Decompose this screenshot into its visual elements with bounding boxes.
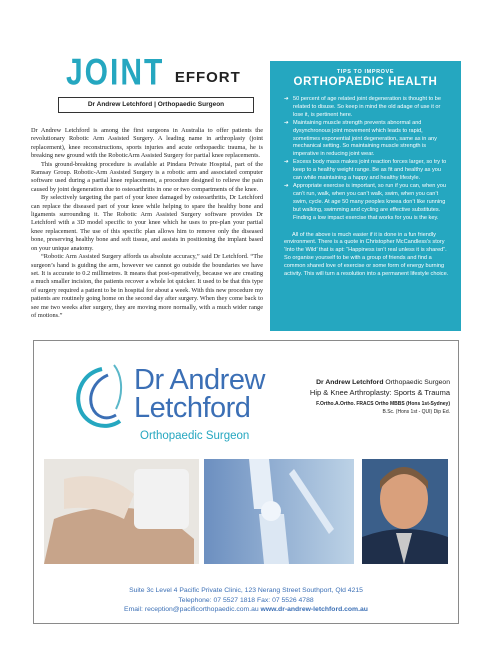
tips-list-item xyxy=(284,120,451,160)
tips-title: ORTHOPAEDIC HEALTH xyxy=(293,76,438,88)
ad-email[interactable]: Email: reception@pacificorthopaedic.com.au xyxy=(124,606,259,613)
article-headline xyxy=(66,51,241,93)
doctor-qualifications-1: F.Ortho.A.Ortho. FRACS Ortho MBBS (Hons 1st-Sydney) xyxy=(316,401,450,407)
headline-effort: EFFORT xyxy=(174,69,241,86)
doctor-name: Dr Andrew Letchford xyxy=(316,379,384,386)
ad-contact-block xyxy=(34,586,458,615)
tips-item-text: 50 percent of age related joint degeneration is thought to be related to disuse. So keep in mind the old adage of use it or lose it, is pertinent here. xyxy=(293,96,442,118)
tips-sidebar xyxy=(270,61,461,331)
arrow-right-icon: ➔ xyxy=(284,96,289,102)
tips-item-text: Appropriate exercise is important, so run if you can, when you can’t run, walk, when you can’t walk, swim, when you can’t swim, cycle. At age 50 many peoples kneea don’t like running but walking, swimming and cycling are effective substitutes. Finding a low impact exercise that works for you is the key. xyxy=(293,182,446,221)
article-paragraph: Dr Andrew Letchford is among the first surgeons in Australia to offer patients the revolutionary Robotic Arm Assisted Surgery. A leading name in arthroplasty (joint replacement), knee reconstructions, sports injuries and acute orthopaedic trauma, he is breaking new ground with the RoboticArm Assisted Surgery for partial knee replacements. xyxy=(31,127,263,160)
arrow-right-icon: ➔ xyxy=(284,119,289,126)
arrow-right-icon: ➔ xyxy=(284,159,289,166)
tips-closing: All of the above is much easier if it is done in a fun friendly environment. There is a quote in Christopher McCandless’s story ‘Into the Wild’ that is apt: “Happiness isn’t real unless it is shared”. So organise yourself to be with a group of friends and find a common shared love of exercise or some form of energy burning activity. This will turn a resolution into a permanent lifestyle choice. xyxy=(284,231,449,278)
headline-joint: JOINT xyxy=(66,51,165,93)
article-paragraph: “Robotic Arm Assisted Surgery affords us absolute accuracy,” said Dr Letchford. “The surgeon’s hand is guiding the arm, however we cannot go outside the boundaries we have set. It is accurate to 0.2 millimetres. It means that post-operatively, because we are creating a much smaller incision, the patients recover a whole lot quicker. It used to be that this type of surgery required a patient to be in hospital for about a week. With this new procedure my patients are routinely going home on the second day after surgery. When they come back to see me two weeks after surgery, they are moving more normally, with a much wider range of motions.” xyxy=(31,253,263,319)
knee-exam-photo xyxy=(44,459,199,564)
ad-website-link[interactable]: www.dr-andrew-letchford.com.au xyxy=(260,606,368,613)
ad-photo-collage xyxy=(44,459,448,564)
tips-list-item xyxy=(284,183,451,223)
brand-tagline: Orthopaedic Surgeon xyxy=(140,430,250,442)
brand-logo xyxy=(62,357,265,442)
tips-list-item xyxy=(284,96,451,120)
tips-kicker: TIPS TO IMPROVE xyxy=(336,69,395,75)
ad-credentials xyxy=(260,379,450,415)
doctor-qualifications-2: B.Sc. (Hons 1st - QUI) Dip Ed. xyxy=(382,409,450,415)
byline: Dr Andrew Letchford | Orthopaedic Surgeon xyxy=(58,97,254,113)
tips-item-text: Excess body mass makes joint reaction forces larger, so try to keep to a healthy weight range. Be as fit and healthy as you can while maintaining a happy and healthy lifestyle. xyxy=(293,159,447,182)
ad-address: Suite 3c Level 4 Pacific Private Clinic, 123 Nerang Street Southport, Qld 4215 xyxy=(129,587,363,594)
xray-image xyxy=(204,459,354,564)
tips-list-item xyxy=(284,159,451,183)
article-paragraph: This ground-breaking procedure is available at Pindara Private Hospital, part of the Ramsay Group. Robotic-Arm Assisted Surgery is a robotic arm and associated computer software used during a partial knee replacement, a procedure designed to relieve the pain caused by joint degeneration due to osteoarthritis in one or two compartments of the knee. xyxy=(31,160,263,193)
arrow-right-icon: ➔ xyxy=(284,182,289,189)
article-body xyxy=(31,127,263,320)
brand-name-line2: Letchford xyxy=(134,392,251,424)
doctor-portrait xyxy=(362,459,448,564)
advertisement xyxy=(33,340,459,624)
tips-list xyxy=(284,96,451,223)
doctor-specialty: Hip & Knee Arthroplasty: Sports & Trauma xyxy=(309,388,450,397)
article-paragraph: By selectively targeting the part of your knee damaged by osteoarthritis, Dr Letchford can replace the diseased part of your knee while helping to spare the healthy bone and ligaments surrounding it. The Robotic Arm Assisted Surgery software provides Dr Letchford with a 3D model specific to your knee which he uses to pre-plan your partial knee replacement. The use of this specific plan allows him to remove only the diseased bone, preserving healthy bone and soft tissue, and assists in positioning the implant based on your unique anatomy. xyxy=(31,194,263,252)
doctor-role: Orthopaedic Surgeon xyxy=(383,379,450,386)
ad-phone: Telephone: 07 5527 1818 Fax: 07 5526 4788 xyxy=(178,596,314,604)
credential-name-line xyxy=(260,379,450,386)
tips-item-text: Maintaining muscle strength prevents abnormal and dysynchronous joint movement which leads to rapid, sometimes exponential joint degeneration, same as in any mechanical setting. So maintaining muscle strength is imperative in reducing joint wear. xyxy=(293,119,437,158)
brand-name-line1: Dr Andrew xyxy=(134,364,265,396)
ad-email-web-line xyxy=(34,605,458,615)
